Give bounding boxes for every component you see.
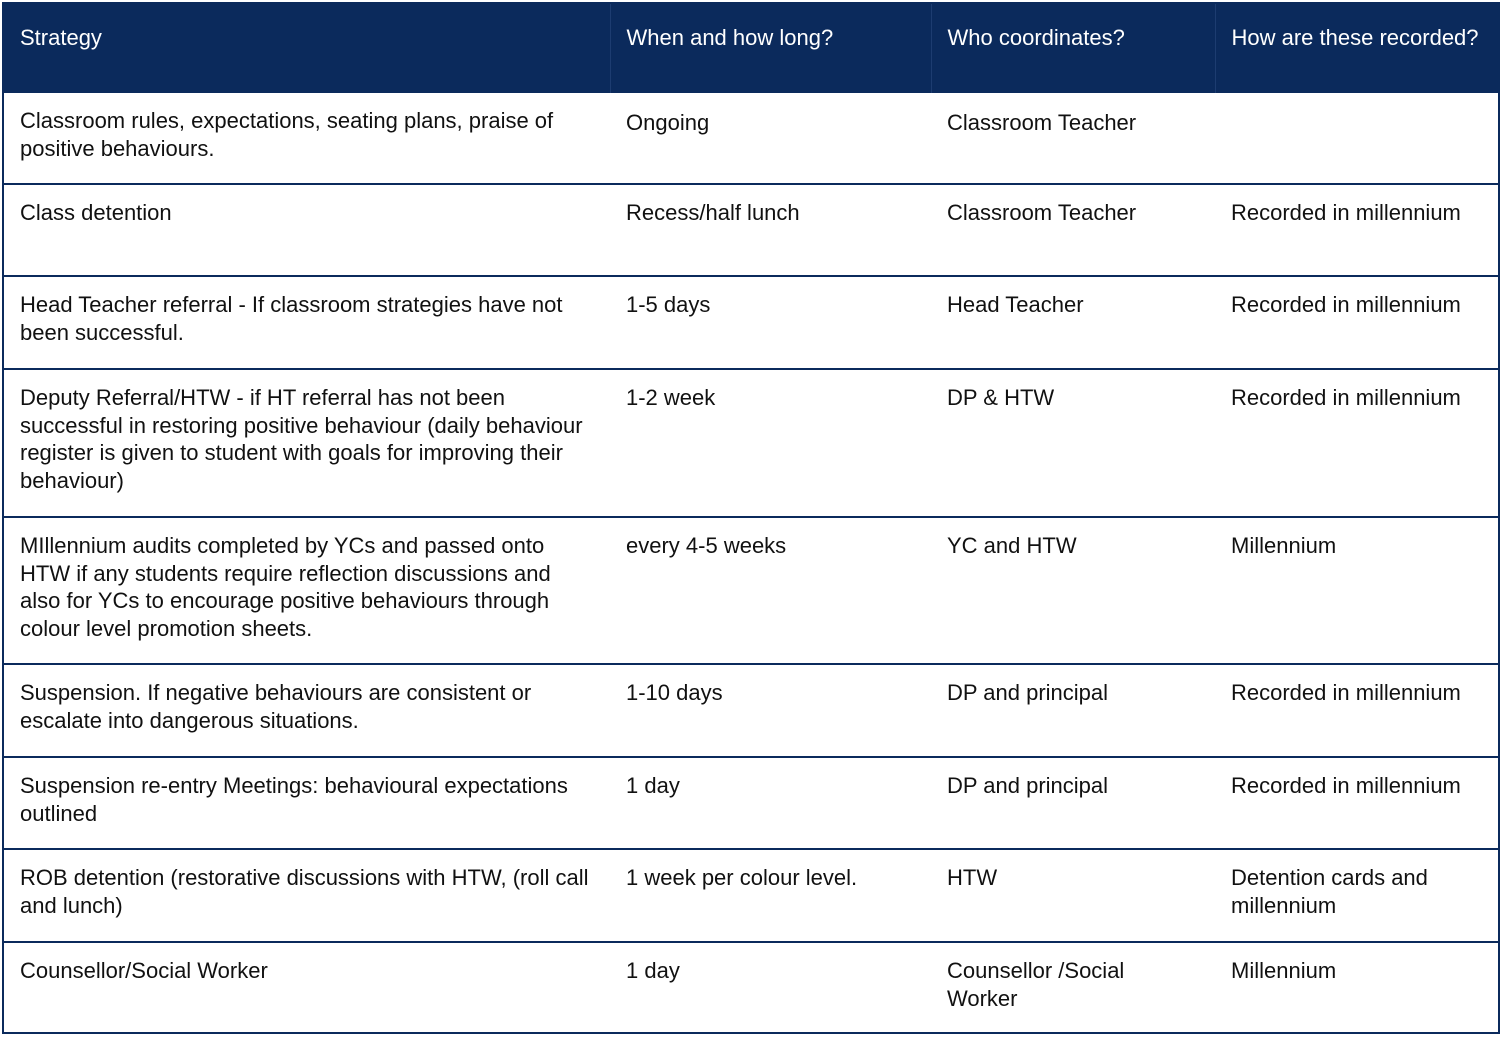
recorded-cell: Recorded in millennium bbox=[1231, 680, 1461, 705]
table-header-row bbox=[3, 3, 1499, 93]
when-cell: 1-5 days bbox=[626, 292, 711, 317]
when-cell: 1-10 days bbox=[626, 680, 723, 705]
strategy-cell: Suspension. If negative behaviours are consistent or escalate into dangerous situations. bbox=[20, 680, 532, 733]
who-cell: Classroom Teacher bbox=[947, 200, 1137, 225]
when-cell: 1 week per colour level. bbox=[626, 865, 858, 890]
when-cell: every 4-5 weeks bbox=[626, 533, 787, 558]
strategy-cell: Head Teacher referral - If classroom strategies have not been successful. bbox=[20, 292, 563, 345]
header-recorded: How are these recorded? bbox=[1215, 3, 1499, 93]
when-cell: Ongoing bbox=[626, 110, 710, 135]
strategy-cell: Suspension re-entry Meetings: behavioural expectations outlined bbox=[20, 773, 568, 826]
who-cell: DP & HTW bbox=[947, 385, 1055, 410]
who-cell: YC and HTW bbox=[947, 533, 1077, 558]
table-row bbox=[3, 757, 1499, 849]
strategy-cell: MIllennium audits completed by YCs and passed onto HTW if any students require reflection discussions and also for YCs to encourage positive behaviours through colour level promotion sheets. bbox=[20, 533, 551, 641]
behaviour-strategy-table bbox=[2, 2, 1500, 1034]
recorded-cell: Recorded in millennium bbox=[1231, 773, 1461, 798]
header-who: Who coordinates? bbox=[931, 3, 1215, 93]
who-cell: DP and principal bbox=[947, 680, 1109, 705]
table-row bbox=[3, 664, 1499, 757]
recorded-cell: Recorded in millennium bbox=[1231, 385, 1461, 410]
when-cell: 1 day bbox=[626, 773, 680, 798]
strategy-cell: ROB detention (restorative discussions with HTW, (roll call and lunch) bbox=[20, 865, 589, 918]
recorded-cell: Detention cards and millennium bbox=[1231, 865, 1428, 918]
table-row bbox=[3, 517, 1499, 664]
table-row bbox=[3, 93, 1499, 184]
strategy-cell: Counsellor/Social Worker bbox=[20, 958, 268, 983]
recorded-cell: Millennium bbox=[1231, 958, 1337, 983]
who-cell: Head Teacher bbox=[947, 292, 1084, 317]
who-cell: Classroom Teacher bbox=[947, 110, 1137, 135]
who-cell: HTW bbox=[947, 865, 998, 890]
strategy-cell: Classroom rules, expectations, seating plans, praise of positive behaviours. bbox=[20, 108, 554, 161]
header-when: When and how long? bbox=[610, 3, 931, 93]
when-cell: 1 day bbox=[626, 958, 680, 983]
strategy-cell: Deputy Referral/HTW - if HT referral has not been successful in restoring positive behaviour (daily behaviour register is given to student with goals for improving their behaviour) bbox=[20, 385, 583, 493]
recorded-cell: Recorded in millennium bbox=[1231, 200, 1461, 225]
recorded-cell: Millennium bbox=[1231, 533, 1337, 558]
table-row bbox=[3, 942, 1499, 1033]
strategy-cell: Class detention bbox=[20, 200, 172, 225]
table-row bbox=[3, 369, 1499, 517]
recorded-cell bbox=[1215, 93, 1499, 184]
who-cell: DP and principal bbox=[947, 773, 1109, 798]
table-row bbox=[3, 184, 1499, 276]
who-cell: Counsellor /Social Worker bbox=[947, 958, 1125, 1011]
header-strategy: Strategy bbox=[20, 25, 102, 50]
when-cell: 1-2 week bbox=[626, 385, 716, 410]
when-cell: Recess/half lunch bbox=[626, 200, 800, 225]
table-row bbox=[3, 276, 1499, 369]
recorded-cell: Recorded in millennium bbox=[1231, 292, 1461, 317]
table-row bbox=[3, 849, 1499, 942]
